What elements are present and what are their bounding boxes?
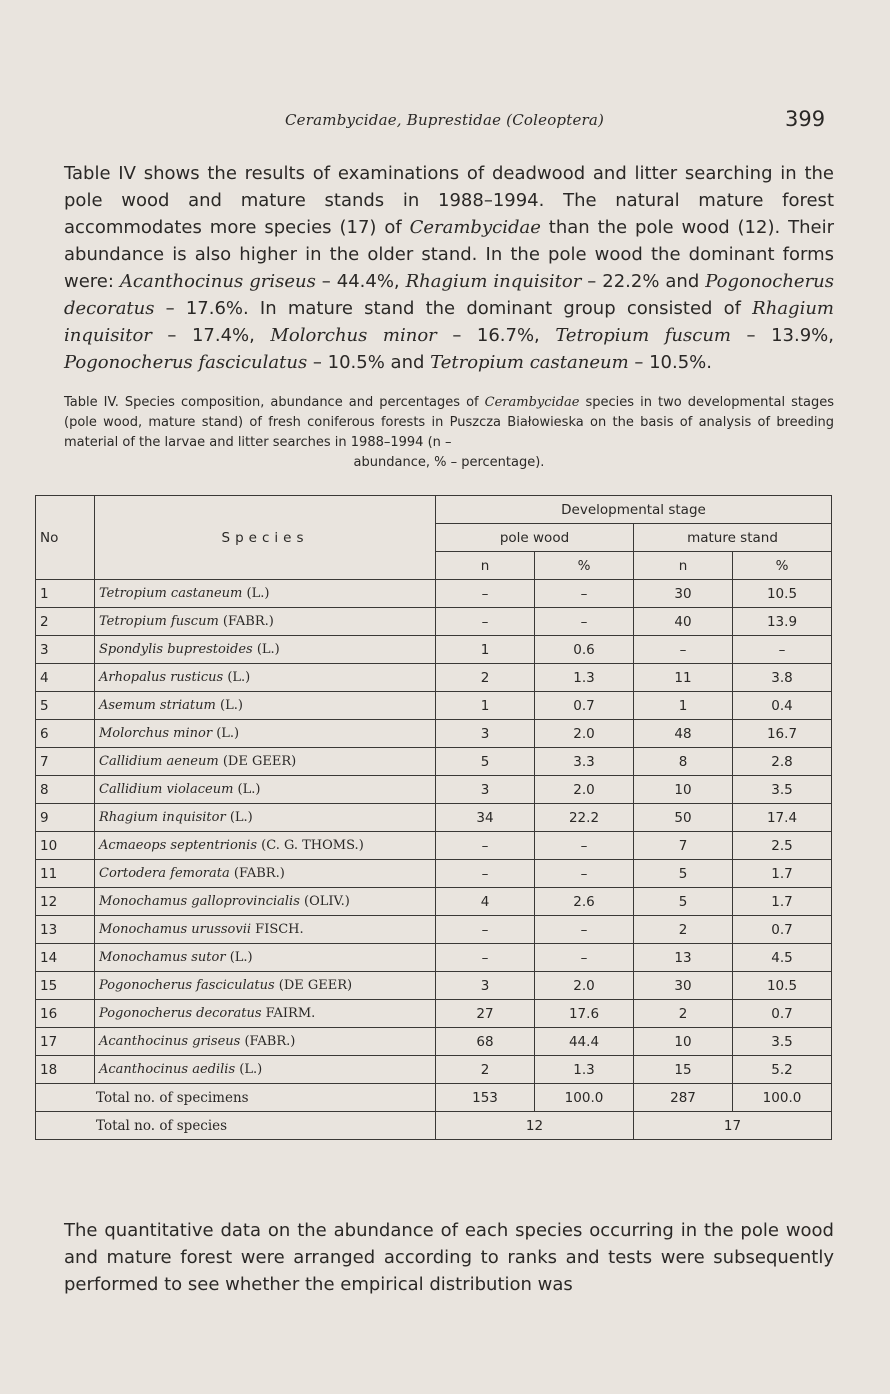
species-name	[95, 944, 436, 972]
species-name	[95, 664, 436, 692]
row-number: 8	[36, 776, 95, 804]
table-row	[36, 720, 832, 748]
pole-n: –	[436, 608, 535, 636]
total-species-mature: 17	[634, 1112, 832, 1140]
table-row	[36, 608, 832, 636]
mature-pct: 0.7	[733, 916, 832, 944]
pole-pct: 2.6	[535, 888, 634, 916]
mature-n: –	[634, 636, 733, 664]
pole-n: –	[436, 832, 535, 860]
species-table	[35, 495, 832, 1140]
mature-n: 50	[634, 804, 733, 832]
table-row	[36, 1028, 832, 1056]
species-name	[95, 804, 436, 832]
mature-pct: 3.8	[733, 664, 832, 692]
species-author: (L.)	[212, 726, 240, 741]
mature-n: 5	[634, 888, 733, 916]
species-binomial: Acmaeops septentrionis	[99, 838, 257, 853]
species-name	[95, 1056, 436, 1084]
header-pole-wood: pole wood	[436, 524, 634, 552]
species-author: (L.)	[225, 810, 253, 825]
row-number: 13	[36, 916, 95, 944]
row-number: 10	[36, 832, 95, 860]
mature-pct: 1.7	[733, 860, 832, 888]
mature-n: 10	[634, 1028, 733, 1056]
body-paragraph-2: The quantitative data on the abundance of each species occurring in the pole wood and mature forest were arranged according to ranks and tests were subsequently performed to see whether the empirical distribution was	[64, 1220, 834, 1295]
species-author: (L.)	[215, 698, 243, 713]
pole-pct: 17.6	[535, 1000, 634, 1028]
species-author: (OLIV.)	[299, 894, 350, 909]
species-author: FAIRM.	[261, 1006, 316, 1021]
pole-n: 5	[436, 748, 535, 776]
pole-n: 4	[436, 888, 535, 916]
pole-n: –	[436, 944, 535, 972]
pole-n: 27	[436, 1000, 535, 1028]
species-binomial: Tetropium fuscum	[99, 614, 219, 629]
row-number: 2	[36, 608, 95, 636]
species-author: (L.)	[225, 950, 253, 965]
pole-pct: 0.7	[535, 692, 634, 720]
species-binomial: Tetropium castaneum	[99, 586, 243, 601]
table-row	[36, 664, 832, 692]
mature-n: 13	[634, 944, 733, 972]
species-binomial: Pogonocherus decoratus	[99, 1006, 262, 1021]
species-author: (DE GEER)	[274, 978, 353, 993]
species-name	[95, 1028, 436, 1056]
mature-n: 30	[634, 580, 733, 608]
mature-pct: 5.2	[733, 1056, 832, 1084]
header-species: Species	[95, 496, 436, 580]
total-specimens-label: Total no. of specimens	[36, 1084, 436, 1112]
row-number: 3	[36, 636, 95, 664]
mature-pct: 0.4	[733, 692, 832, 720]
pole-pct: 2.0	[535, 972, 634, 1000]
species-name	[95, 720, 436, 748]
table-row	[36, 748, 832, 776]
species-name	[95, 916, 436, 944]
row-number: 5	[36, 692, 95, 720]
species-binomial: Monochamus galloprovincialis	[99, 894, 300, 909]
total-species-row	[36, 1112, 832, 1140]
pole-pct: 1.3	[535, 664, 634, 692]
species-name	[95, 692, 436, 720]
header-pole-pct: %	[535, 552, 634, 580]
row-number: 4	[36, 664, 95, 692]
species-binomial: Callidium aeneum	[99, 754, 219, 769]
mature-n: 7	[634, 832, 733, 860]
species-binomial: Asemum striatum	[99, 698, 216, 713]
species-author: (L.)	[235, 1062, 263, 1077]
mature-pct: 16.7	[733, 720, 832, 748]
pole-n: 2	[436, 1056, 535, 1084]
total-specimens-mature-pct: 100.0	[733, 1084, 832, 1112]
mature-n: 11	[634, 664, 733, 692]
mature-n: 2	[634, 1000, 733, 1028]
total-specimens-row	[36, 1084, 832, 1112]
row-number: 12	[36, 888, 95, 916]
mature-pct: 10.5	[733, 972, 832, 1000]
pole-n: 3	[436, 776, 535, 804]
species-author: (C. G. THOMS.)	[257, 838, 364, 853]
species-author: FISCH.	[251, 922, 304, 937]
mature-n: 1	[634, 692, 733, 720]
mature-n: 48	[634, 720, 733, 748]
pole-pct: 1.3	[535, 1056, 634, 1084]
mature-n: 5	[634, 860, 733, 888]
row-number: 11	[36, 860, 95, 888]
mature-pct: 10.5	[733, 580, 832, 608]
mature-n: 10	[634, 776, 733, 804]
header-developmental-stage: Developmental stage	[436, 496, 832, 524]
mature-n: 8	[634, 748, 733, 776]
species-name	[95, 860, 436, 888]
pole-n: –	[436, 916, 535, 944]
mature-pct: 3.5	[733, 1028, 832, 1056]
species-binomial: Spondylis buprestoides	[99, 642, 253, 657]
species-name	[95, 1000, 436, 1028]
row-number: 1	[36, 580, 95, 608]
species-name	[95, 608, 436, 636]
total-specimens-pole-n: 153	[436, 1084, 535, 1112]
total-specimens-pole-pct: 100.0	[535, 1084, 634, 1112]
pole-pct: –	[535, 916, 634, 944]
row-number: 7	[36, 748, 95, 776]
table-row	[36, 1000, 832, 1028]
pole-n: –	[436, 580, 535, 608]
pole-n: 1	[436, 692, 535, 720]
mature-n: 30	[634, 972, 733, 1000]
table-body	[36, 580, 832, 1084]
species-binomial: Pogonocherus fasciculatus	[99, 978, 275, 993]
species-binomial: Callidium violaceum	[99, 782, 234, 797]
species-binomial: Cortodera femorata	[99, 866, 230, 881]
species-binomial: Arhopalus rusticus	[99, 670, 224, 685]
table-row	[36, 916, 832, 944]
table-row	[36, 888, 832, 916]
species-name	[95, 888, 436, 916]
total-species-label: Total no. of species	[36, 1112, 436, 1140]
row-number: 14	[36, 944, 95, 972]
pole-pct: –	[535, 580, 634, 608]
pole-pct: 0.6	[535, 636, 634, 664]
header-no: No	[36, 496, 95, 580]
mature-pct: 1.7	[733, 888, 832, 916]
page-number: 399	[785, 107, 826, 131]
pole-n: 3	[436, 972, 535, 1000]
pole-n: 34	[436, 804, 535, 832]
table-row	[36, 580, 832, 608]
mature-pct: 13.9	[733, 608, 832, 636]
running-head	[0, 107, 890, 133]
pole-n: –	[436, 860, 535, 888]
pole-pct: –	[535, 860, 634, 888]
table-row	[36, 860, 832, 888]
pole-pct: 2.0	[535, 776, 634, 804]
mature-pct: 2.8	[733, 748, 832, 776]
mature-pct: 3.5	[733, 776, 832, 804]
table-row	[36, 804, 832, 832]
species-name	[95, 748, 436, 776]
species-author: (L.)	[233, 782, 261, 797]
species-name	[95, 972, 436, 1000]
species-author: (FABR.)	[218, 614, 274, 629]
pole-pct: 3.3	[535, 748, 634, 776]
table-row	[36, 1056, 832, 1084]
mature-pct: 17.4	[733, 804, 832, 832]
table-header-row	[36, 496, 832, 524]
header-mature-stand: mature stand	[634, 524, 832, 552]
header-mature-n: n	[634, 552, 733, 580]
pole-n: 68	[436, 1028, 535, 1056]
species-author: (L.)	[223, 670, 251, 685]
species-author: (L.)	[242, 586, 270, 601]
pole-pct: 22.2	[535, 804, 634, 832]
header-mature-pct: %	[733, 552, 832, 580]
row-number: 9	[36, 804, 95, 832]
table-row	[36, 692, 832, 720]
mature-pct: 2.5	[733, 832, 832, 860]
pole-pct: –	[535, 608, 634, 636]
mature-n: 15	[634, 1056, 733, 1084]
species-binomial: Rhagium inquisitor	[99, 810, 226, 825]
table-row	[36, 832, 832, 860]
header-pole-n: n	[436, 552, 535, 580]
species-binomial: Acanthocinus griseus	[99, 1034, 241, 1049]
pole-n: 3	[436, 720, 535, 748]
table-row	[36, 972, 832, 1000]
table-row	[36, 944, 832, 972]
species-author: (FABR.)	[240, 1034, 296, 1049]
species-name	[95, 832, 436, 860]
row-number: 18	[36, 1056, 95, 1084]
species-name	[95, 580, 436, 608]
table-caption: Table IV. Species composition, abundance and percentages of Cerambycidae species in two developmental stages (pole wood, mature stand) of fresh coniferous forests in Puszcza Białowieska on the basis of analysis of breeding material of the larvae and litter searches in 1988–1994 (n – abundance, % – percentage).	[64, 395, 834, 470]
species-name	[95, 776, 436, 804]
pole-pct: –	[535, 944, 634, 972]
pole-n: 2	[436, 664, 535, 692]
pole-pct: 2.0	[535, 720, 634, 748]
row-number: 17	[36, 1028, 95, 1056]
species-binomial: Acanthocinus aedilis	[99, 1062, 236, 1077]
species-binomial: Molorchus minor	[99, 726, 213, 741]
species-binomial: Monochamus sutor	[99, 950, 226, 965]
running-title: Cerambycidae, Buprestidae (Coleoptera)	[285, 111, 605, 129]
total-species-pole: 12	[436, 1112, 634, 1140]
pole-n: 1	[436, 636, 535, 664]
species-author: (DE GEER)	[218, 754, 297, 769]
table-row	[36, 776, 832, 804]
pole-pct: –	[535, 832, 634, 860]
row-number: 16	[36, 1000, 95, 1028]
species-author: (L.)	[252, 642, 280, 657]
mature-n: 40	[634, 608, 733, 636]
mature-pct: –	[733, 636, 832, 664]
species-name	[95, 636, 436, 664]
species-author: (FABR.)	[229, 866, 285, 881]
body-paragraph-1: Table IV shows the results of examinations of deadwood and litter searching in the pole wood and mature stands in 1988–1994. The natural mature forest accommodates more species (17) of Cerambycidae than the pole wood (12). Their abundance is also higher in the older stand. In the pole wood the dominant forms were: Acanthocinus griseus – 44.4%, Rhagium inquisitor – 22.2% and Pogonocherus decoratus – 17.6%. In mature stand the dominant group consisted of Rhagium inquisitor – 17.4%, Molorchus minor – 16.7%, Tetropium fuscum – 13.9%, Pogonocherus fasciculatus – 10.5% and Tetropium castaneum – 10.5%.	[64, 163, 835, 373]
mature-pct: 0.7	[733, 1000, 832, 1028]
row-number: 6	[36, 720, 95, 748]
species-binomial: Monochamus urussovii	[99, 922, 252, 937]
table-row	[36, 636, 832, 664]
total-specimens-mature-n: 287	[634, 1084, 733, 1112]
mature-n: 2	[634, 916, 733, 944]
row-number: 15	[36, 972, 95, 1000]
mature-pct: 4.5	[733, 944, 832, 972]
pole-pct: 44.4	[535, 1028, 634, 1056]
